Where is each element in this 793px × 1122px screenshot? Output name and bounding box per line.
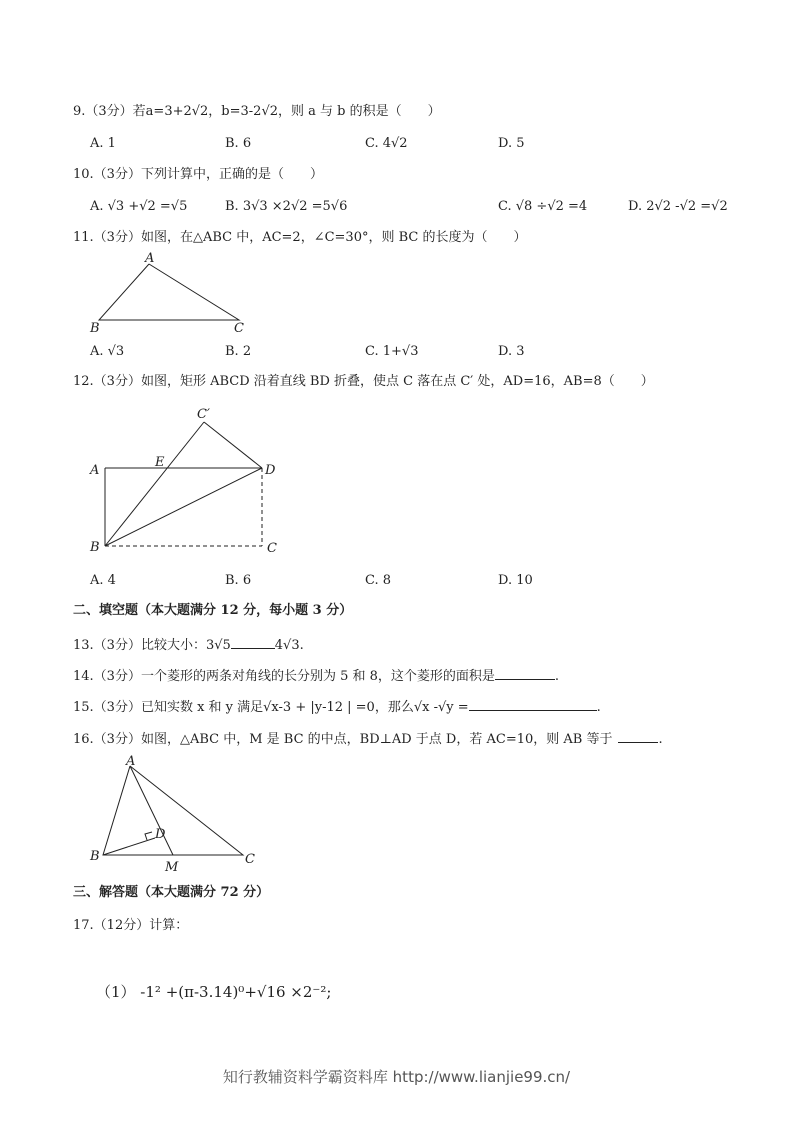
q10-option-b: B. 3√3 ×2√2 =5√6 — [225, 199, 348, 214]
q16-triangle-figure — [85, 752, 270, 877]
q11-triangle-figure — [85, 250, 260, 340]
q16-label-d: D — [155, 827, 166, 842]
q10-stem: 10.（3分）下列计算中，正确的是（ ） — [73, 167, 323, 182]
q10-option-a: A. √3 +√2 =√5 — [90, 199, 188, 214]
q12-label-a: A — [90, 463, 100, 478]
q13-line — [73, 636, 304, 654]
q12-option-c: C. 8 — [365, 573, 392, 588]
q12-option-a: A. 4 — [90, 573, 116, 588]
q10-option-c: C. √8 ÷√2 =4 — [498, 199, 588, 214]
q9-stem: 9.（3分）若a=3+2√2，b=3-2√2，则 a 与 b 的积是（ ） — [73, 104, 441, 119]
q16-text-before: 16.（3分）如图，△ABC 中，M 是 BC 的中点，BD⊥AD 于点 D，若 AC=10，则 AB 等于 — [73, 732, 613, 747]
q14-answer-blank[interactable] — [495, 667, 555, 680]
q16-label-c: C — [245, 852, 255, 867]
q15-text-after: . — [596, 700, 601, 715]
q12-option-d: D. 10 — [498, 573, 533, 588]
q16-answer-blank[interactable] — [618, 730, 658, 743]
q17-part-1: （1） -1² +(π-3.14)⁰+√16 ×2⁻²; — [96, 983, 332, 1001]
q15-answer-blank[interactable] — [469, 698, 597, 711]
q16-label-m: M — [165, 860, 179, 875]
footer-watermark: 知行教辅资料学霸资料库 http://www.lianjie99.cn/ — [222, 1068, 571, 1086]
q11-option-d: D. 3 — [498, 344, 525, 359]
q12-label-d: D — [265, 463, 276, 478]
q12-label-c: C — [267, 541, 277, 556]
q13-text-before: 13.（3分）比较大小：3√5 — [73, 638, 231, 653]
q13-answer-blank[interactable] — [231, 636, 275, 649]
q14-text-after: . — [554, 669, 560, 684]
q17-stem: 17.（12分）计算： — [73, 918, 189, 933]
q15-line — [73, 698, 601, 716]
q9-option-a: A. 1 — [90, 136, 116, 151]
section-fill-in-heading: 二、填空题（本大题满分 12 分，每小题 3 分） — [73, 603, 353, 618]
q12-label-b: B — [90, 540, 100, 555]
q11-label-b: B — [90, 321, 100, 336]
q12-stem: 12.（3分）如图，矩形 ABCD 沿着直线 BD 折叠，使点 C 落在点 C′ 处，AD=16，AB=8（ ） — [73, 374, 654, 389]
q16-label-a: A — [126, 754, 136, 769]
q11-option-b: B. 2 — [225, 344, 252, 359]
q9-option-c: C. 4√2 — [365, 136, 408, 151]
q12-option-b: B. 6 — [225, 573, 252, 588]
q16-text-after: . — [658, 732, 663, 747]
q15-text-before: 15.（3分）已知实数 x 和 y 满足√x-3 + |y-12 | =0，那么√x -√y = — [73, 700, 469, 715]
q11-label-c: C — [234, 321, 244, 336]
q12-label-e: E — [155, 455, 165, 470]
q11-label-a: A — [145, 251, 155, 266]
q12-rectangle-fold-figure — [85, 400, 295, 565]
q11-stem: 11.（3分）如图，在△ABC 中，AC=2，∠C=30°，则 BC 的长度为（ ） — [73, 230, 527, 245]
q10-option-d: D. 2√2 -√2 =√2 — [628, 199, 728, 214]
q9-option-b: B. 6 — [225, 136, 252, 151]
q9-option-d: D. 5 — [498, 136, 525, 151]
section-solutions-heading: 三、解答题（本大题满分 72 分） — [73, 885, 270, 900]
q12-label-c-prime: C′ — [197, 407, 210, 422]
q11-option-c: C. 1+√3 — [365, 344, 419, 359]
q14-text-before: 14.（3分）一个菱形的两条对角线的长分别为 5 和 8，这个菱形的面积是 — [73, 669, 495, 684]
q16-line — [73, 730, 663, 748]
q11-option-a: A. √3 — [90, 344, 125, 359]
q16-label-b: B — [90, 849, 100, 864]
q13-text-after: 4√3. — [274, 638, 304, 653]
q14-line — [73, 667, 559, 685]
